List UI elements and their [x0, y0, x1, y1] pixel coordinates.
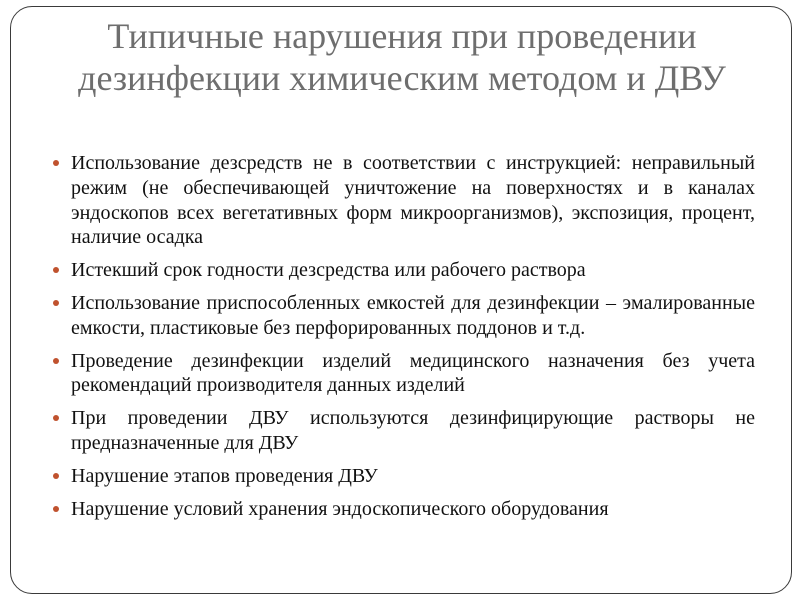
bullet-text: Нарушение этапов проведения ДВУ: [71, 464, 378, 487]
bullet-dot-icon: [53, 473, 59, 479]
list-item: [51, 497, 755, 522]
bullet-text: Использование дезсредств не в соответствии с инструкцией: неправильный режим (не обеспечивающей уничтожение на поверхностях и в каналах эндоскопов всех вегетативных форм микроорганизмов), экспозиция, процент, наличие осадка: [71, 152, 755, 249]
bullet-dot-icon: [53, 415, 59, 421]
list-item: [51, 464, 755, 489]
bullet-text: Использование приспособленных емкостей для дезинфекции – эмалированные емкости, пластиковые без перфорированных поддонов и т.д.: [71, 291, 755, 339]
bullet-text: Нарушение условий хранения эндоскопического оборудования: [71, 497, 609, 520]
bullet-dot-icon: [53, 160, 59, 166]
list-item: [51, 349, 755, 399]
bullet-dot-icon: [53, 300, 59, 306]
list-item: [51, 151, 755, 250]
list-item: [51, 406, 755, 456]
list-item: [51, 291, 755, 341]
bullet-text: При проведении ДВУ используются дезинфицирующие растворы не предназначенные для ДВУ: [71, 407, 755, 454]
bullet-text: Проведение дезинфекции изделий медицинского назначения без учета рекомендаций производителя данных изделий: [71, 349, 755, 397]
slide-frame: [10, 6, 792, 594]
list-item: [51, 258, 755, 283]
bullet-text: Истекший срок годности дезсредства или рабочего раствора: [71, 259, 586, 282]
bullet-dot-icon: [53, 506, 59, 512]
bullet-dot-icon: [53, 358, 59, 364]
bullet-list: [51, 151, 755, 529]
slide-title: Типичные нарушения при проведении дезинфекции химическим методом и ДВУ: [78, 16, 726, 99]
bullet-dot-icon: [53, 267, 59, 273]
